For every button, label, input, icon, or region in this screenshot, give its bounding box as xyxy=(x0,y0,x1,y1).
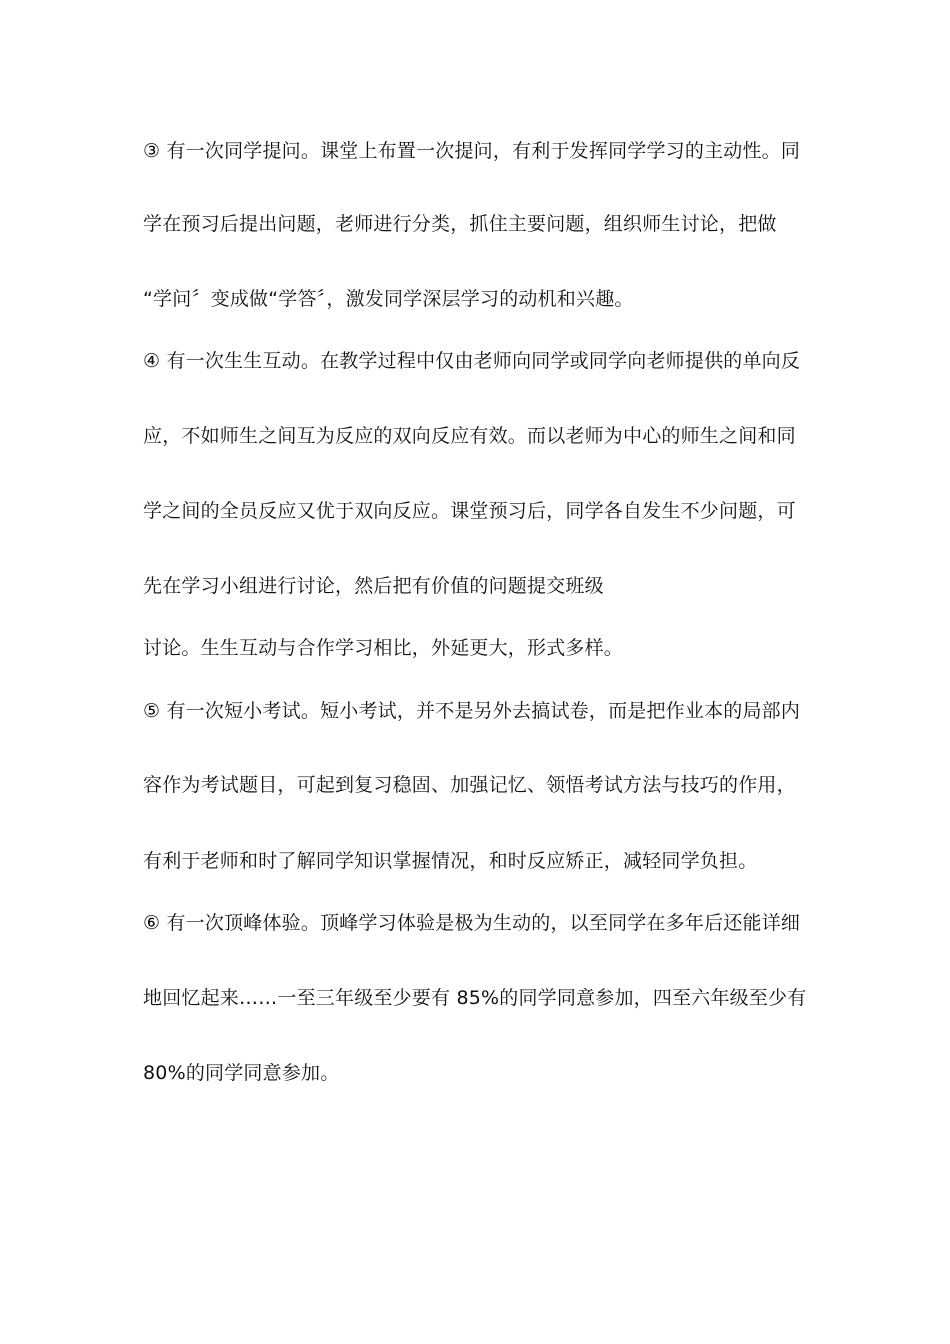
paragraph-5-line-1: ⑤ 有一次短小考试。短小考试，并不是另外去搞试卷，而是把作业本的局部内 xyxy=(143,700,801,722)
paragraph-4-line-4: 先在学习小组进行讨论，然后把有价值的问题提交班级 xyxy=(143,575,604,597)
paragraph-4-line-2: 应，不如师生之间互为反应的双向反应有效。而以老师为中心的师生之间和同 xyxy=(143,425,796,447)
paragraph-3-line-1: ③ 有一次同学提问。课堂上布置一次提问，有利于发挥同学学习的主动性。同 xyxy=(143,140,801,162)
paragraph-6-line-1: ⑥ 有一次顶峰体验。顶峰学习体验是极为生动的，以至同学在多年后还能详细 xyxy=(143,912,801,934)
paragraph-3-line-2: 学在预习后提出问题，老师进行分类，抓住主要问题，组织师生讨论，把做 xyxy=(143,213,777,235)
paragraph-5-line-2: 容作为考试题目，可起到复习稳固、加强记忆、领悟考试方法与技巧的作用， xyxy=(143,774,796,796)
paragraph-5-line-3: 有利于老师和时了解同学知识掌握情况，和时反应矫正，减轻同学负担。 xyxy=(143,850,758,872)
paragraph-4-line-5: 讨论。生生互动与合作学习相比，外延更大，形式多样。 xyxy=(143,637,624,659)
paragraph-4-line-1: ④ 有一次生生互动。在教学过程中仅由老师向同学或同学向老师提供的单向反 xyxy=(143,350,801,372)
paragraph-6-line-3: 80%的同学同意参加。 xyxy=(143,1062,340,1084)
paragraph-4-line-3: 学之间的全员反应又优于双向反应。课堂预习后，同学各自发生不少问题，可 xyxy=(143,500,796,522)
paragraph-6-line-2: 地回忆起来……一至三年级至少要有 85%的同学同意参加，四至六年级至少有 xyxy=(143,987,807,1009)
paragraph-3-line-3: “学问〞变成做“学答〞，激发同学深层学习的动机和兴趣。 xyxy=(143,288,634,310)
